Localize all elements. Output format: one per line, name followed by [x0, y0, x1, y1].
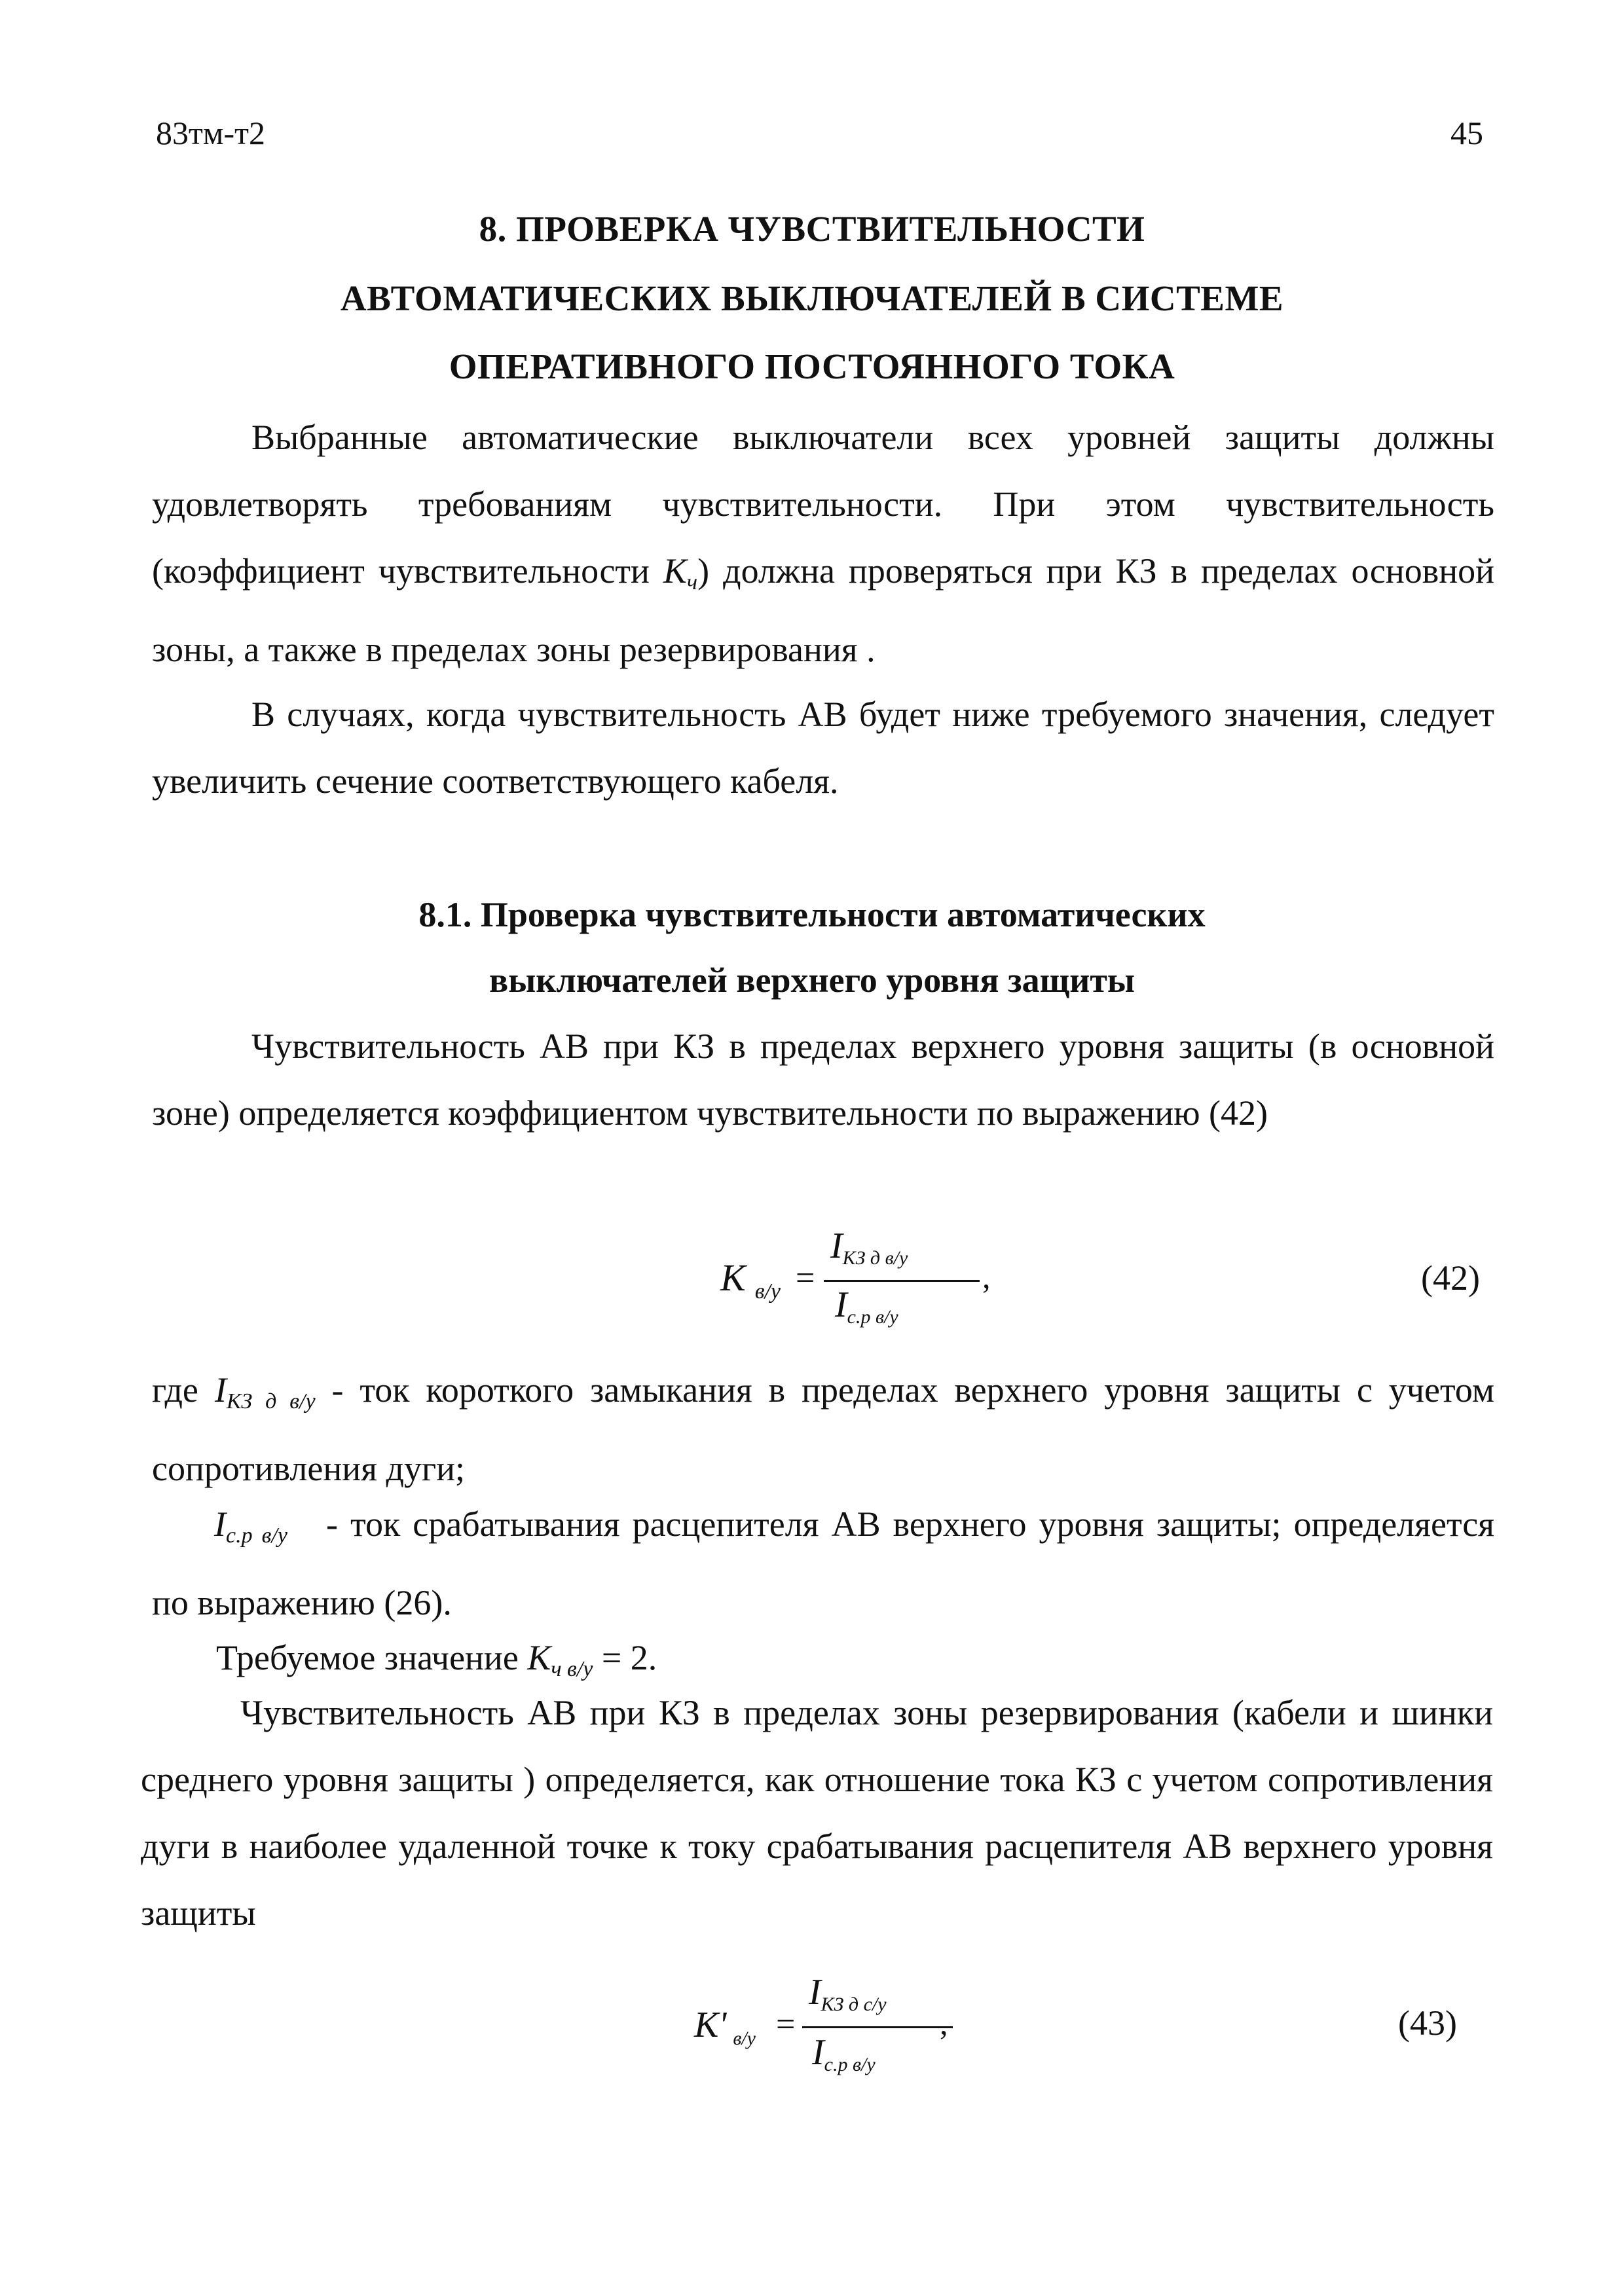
symbol-i: I — [214, 1504, 226, 1544]
section-paragraph-2: В случаях, когда чувствительность АВ будет ниже требуемого значения, следует увеличить сечение соответствующего кабеля. — [152, 695, 1494, 801]
eq42-equals: = — [796, 1260, 815, 1297]
where-clause-1 — [152, 1357, 1494, 1502]
eq43-current-symbol: I — [809, 1972, 821, 2013]
eq42-denominator-subscript: с.р в/у — [847, 1306, 898, 1328]
eq42-lhs — [720, 1256, 781, 1303]
eq43-current-symbol: I — [812, 2032, 824, 2073]
equation-42-number: (42) — [1421, 1258, 1480, 1298]
trip-current-symbol — [214, 1504, 287, 1548]
sensitivity-coefficient-symbol — [663, 551, 698, 594]
eq42-current-symbol: I — [835, 1285, 847, 1325]
eq43-denominator-subscript: с.р в/у — [824, 2054, 876, 2075]
eq43-equals: = — [776, 2006, 796, 2043]
equation-43 — [694, 1974, 956, 2085]
eq42-denominator — [835, 1286, 898, 1327]
where-clause-text: - ток срабатывания расцепителя АВ верхнего уровня защиты; определяется по выражению (26). — [152, 1504, 1495, 1622]
page-number: 45 — [1450, 115, 1483, 151]
eq42-numerator-subscript: КЗ д в/у — [842, 1247, 908, 1269]
section-title-line-1: 8. ПРОВЕРКА ЧУВСТВИТЕЛЬНОСТИ — [479, 209, 1145, 249]
paragraph-text: Выбранные автоматические выключатели всех уровней защиты должны удовлетворять требованиям чувствительности. При этом чувствительность (коэффициент чувствительности — [152, 418, 1494, 591]
eq43-comma: , — [940, 2005, 948, 2041]
eq43-lhs-symbol: K' — [694, 2005, 727, 2045]
subsection-title-line-1: 8.1. Проверка чувствительности автоматических — [418, 895, 1206, 934]
section-title-line-3: ОПЕРАТИВНОГО ПОСТОЯННОГО ТОКА — [449, 346, 1175, 386]
equation-43-number: (43) — [1398, 2003, 1457, 2043]
where-label: где — [152, 1370, 215, 1410]
short-circuit-current-symbol — [214, 1370, 316, 1413]
eq42-comma: , — [982, 1258, 991, 1295]
where-clause-2 — [152, 1491, 1494, 1636]
eq42-numerator — [830, 1228, 908, 1268]
eq43-lhs — [694, 2007, 756, 2049]
subsection-paragraph-1: Чувствительность АВ при КЗ в пределах верхнего уровня защиты (в основной зоне) определяется коэффициентом чувствительности по выражению (42) — [152, 1027, 1494, 1133]
document-code: 83тм-т2 — [156, 115, 265, 151]
required-value: = 2. — [593, 1638, 657, 1677]
subsection-paragraph-2: Чувствительность АВ при КЗ в пределах зоны резервирования (кабели и шинки среднего уровня защиты ) определяется, как отношение тока КЗ с учетом сопротивления дуги в наиболее удаленной точке к току срабатывания расцепителя АВ верхнего уровня защиты — [141, 1693, 1493, 1933]
required-value-line — [216, 1640, 657, 1681]
eq43-fraction-bar — [802, 2026, 953, 2028]
eq42-current-symbol: I — [830, 1226, 843, 1266]
symbol-subscript: КЗ д в/у — [226, 1389, 316, 1413]
section-title-line-2: АВТОМАТИЧЕСКИХ ВЫКЛЮЧАТЕЛЕЙ В СИСТЕМЕ — [340, 278, 1284, 318]
symbol-k: K — [663, 551, 687, 591]
eq42-lhs-subscript: в/у — [754, 1279, 781, 1303]
eq43-lhs-subscript: в/у — [733, 2028, 756, 2049]
eq42-fraction-bar — [824, 1280, 980, 1282]
paragraph-text: ) должна проверяться при КЗ в пределах основной зоны, а также в пределах зоны резервирования . — [152, 551, 1495, 669]
where-clause-text: - ток короткого замыкания в пределах верхнего уровня защиты с учетом сопротивления дуги; — [152, 1370, 1494, 1488]
symbol-k: K — [527, 1638, 551, 1677]
eq42-lhs-symbol: K — [720, 1256, 746, 1299]
eq43-denominator — [812, 2034, 876, 2075]
required-coefficient-symbol — [527, 1638, 593, 1681]
eq43-numerator — [809, 1974, 887, 2014]
symbol-subscript: с.р в/у — [225, 1523, 287, 1548]
symbol-subscript: ч в/у — [551, 1657, 593, 1681]
eq43-numerator-subscript: КЗ д с/у — [821, 1994, 887, 2015]
section-paragraph-1 — [152, 404, 1494, 683]
symbol-subscript: ч — [686, 570, 698, 594]
equation-42 — [720, 1228, 995, 1339]
required-value-text: Требуемое значение — [216, 1638, 528, 1677]
symbol-i: I — [214, 1370, 227, 1410]
subsection-title-line-2: выключателей верхнего уровня защиты — [489, 960, 1135, 1000]
